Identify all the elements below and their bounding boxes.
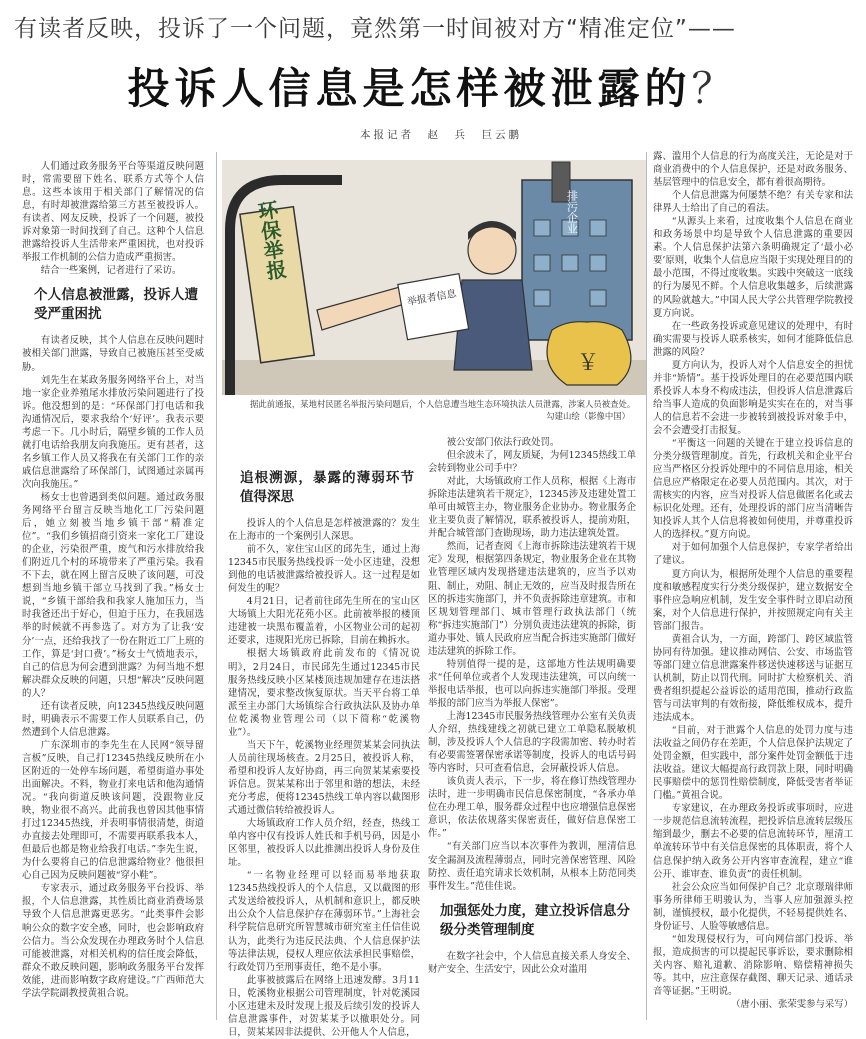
paragraph: 当天下午，乾溪物业经理贺某某会同执法人员前往现场核查。2月25日，被投诉人称，希望和投诉人友好协商，再三向贺某某索要投诉信息。贺某某称出于邻里和谐的想法，未经充分考虑，便将12345热线工单内容以截图形式通过微信转给被投诉人。 [228, 739, 420, 817]
page-title [0, 56, 866, 116]
folder-label: 举报者信息 [406, 288, 458, 309]
paragraph: 被公安部门依法行政处罚。 [446, 437, 560, 448]
article-column-1 [22, 160, 204, 1020]
paragraph: 该负责人表示，下一步，将在修订热线管理办法时，进一步明确市民信息保密制度，“各承办单位在办理工单，服务群众过程中也应增强信息保密意识，依法依规落实保密责任，做好信息保密工作。” [428, 776, 636, 840]
paragraph: 广东深圳市的李先生在人民网“领导留言板”反映，自己打12345热线反映所在小区附近的一处停车场问题，希望街道办事处出面解决。不料，物业打来电话和他沟通情况。“我向街道反映该问题，没跟物业反映，物业很不高兴。此前我也曾因其他事情打过12345热线，并表明事情很清楚，街道办直接去处理即可，不需要再联系我本人，但最后也都是物业给我打电话。”李先生说，为什么要将自己的信息泄露给物业？他很担心自己因为反映问题被“穿小鞋”。 [22, 739, 204, 882]
column-divider [646, 152, 647, 1020]
illustration [222, 160, 646, 395]
paragraph: 结合一些案例，记者进行了采访。 [40, 265, 182, 277]
paragraph: 杨女士也曾遇到类似问题。通过政务服务网络平台留言反映当地化工厂污染问题后，她立刻被当地乡镇干部“精准定位”。“我们乡镇招商引资来一家化工厂建设的企业，污染很严重，废气和污水排放给我们附近几个村的环境带来了严重污染。我看不下去，就在网上留言反映了该问题，可没想到当地乡镇干部立马找到了我。”杨女士说，“乡镇干部给我和我家人施加压力，当时我爸还出于好心，但迫于压力，在我屈选举的时候就不再参选了。对方为了让我‘安分’一点，还给我找了一份在附近工厂上班的工作，算是‘封口费’。”杨女士气愤地表示，自己的信息为何会遭到泄露？为何当地不想解决群众反映的问题，只想“解决”反映问题的人？ [22, 491, 204, 699]
caption-credit: 勾建山绘（影像中国） [546, 411, 630, 421]
paragraph: 投诉人的个人信息是怎样被泄露的？发生在上海市的一个案例引人深思。 [228, 518, 420, 543]
paragraph: 专家建议，在办理政务投诉或事项时，应进一步规范信息流转流程，把投诉信息流转层级压缩到最少，删去不必要的信息流转环节，厘清工单流转环节中有关信息保密的具体职责，将个人信息保护纳入政务公开内容审查流程，建立“谁公开、谁审查、谁负责”的责任机制。 [653, 803, 853, 880]
author-note: （唐小丽、张荣雯参与采写） [731, 999, 853, 1011]
paragraph: 露、滥用个人信息的行为高度关注，无论是对于商业消费中的个人信息保护，还是对政务服务、基层管理中的信息安全，都有着很高期待。 [653, 151, 853, 189]
building-label: 排污企业 [565, 190, 579, 234]
paragraph: “目前，对于泄露个人信息的处罚力度与违法收益之间仍存在差距，个人信息保护法规定了处罚金额，但实践中，部分案件处罚金额低于违法收益。建议大幅提高行政罚款上限，同时明确民事赔偿中的惩罚性赔偿制度，降低受害者举证门槛。”黄祖合说。 [653, 725, 853, 802]
paragraph: 个人信息泄露为何屡禁不绝？有关专家和法律界人士给出了自己的看法。 [653, 190, 853, 215]
money-symbol: ￥ [576, 351, 600, 376]
byline: 本报记者 赵 兵 巨云鹏 [360, 129, 522, 141]
subheadline: 有读者反映，投诉了一个问题，竟然第一时间被对方“精准定位”—— [14, 16, 736, 42]
paragraph: “有关部门应当以本次事件为教训，厘清信息安全漏洞及流程薄弱点，同时完善保密管理、风险防控、责任追究请求长效机制，从根本上防范同类事件发生。”范佳佳说。 [428, 841, 636, 892]
paragraph: 刘先生在某政务服务网络平台上，对当地一家企业养殖尾水排放污染问题进行了投诉。他没想到的是：“环保部门打电话和我沟通情况后，要求我给个‘好评’。我表示要考虑一下。几小时后，隔壁乡镇的工作人员就打电话给我朋友向我施压。更有甚者，这名乡镇工作人员又将我在有关部门工作的亲戚信息泄露给了环保部门，试图通过亲属再次向我施压。” [22, 374, 204, 490]
column-divider [216, 152, 217, 1020]
section-heading: 加强惩处力度，建立投诉信息分级分类管理制度 [440, 902, 630, 938]
paragraph: 根据大场镇政府此前发布的《情况说明》，2月24日，市民邱先生通过12345市民服务热线反映小区某楼顶违规加建存在违法搭建情况，要求整改恢复原状。当天平台将工单派至主办部门大场镇综合行政执法队及协办单位乾溪物业管理公司（以下简称“乾溪物业”）。 [228, 648, 420, 738]
headline-mark: ？ [691, 64, 739, 113]
paragraph: 有读者反映，其个人信息在反映问题时被相关部门泄露，导致自己被施压甚至受威胁。 [22, 335, 204, 373]
paragraph: 但余波未了，网友质疑，为何12345热线工单会转到物业公司手中？ [428, 450, 636, 475]
section-heading: 个人信息被泄露，投诉人遭受严重困扰 [34, 287, 198, 323]
paragraph: “如发现侵权行为，可向网信部门投诉、举报，造成损害的可以提起民事诉讼，要求删除相关内容、赔礼道歉、消除影响、赔偿精神损失等。其中，应注意保存截图、聊天记录、通话录音等证据。”王明说。 [653, 933, 853, 997]
paragraph: “一名物业经理可以轻而易举地获取12345热线投诉人的个人信息，又以截图的形式发送给被投诉人，从机制和意识上，都反映出公众个人信息保护存在薄弱环节。”上海社会科学院信息研究所智慧城市研究室主任信佳说认为，此类行为违反民法典、个人信息保护法等法律法规，侵权人理应依法承担民事赔偿，行政处罚乃至刑事责任，绝不是小事。 [228, 870, 420, 973]
paragraph: “从源头上来看，过度收集个人信息在商业和政务场景中均是导致个人信息泄露的重要因素。个人信息保护法第六条明确规定了‘最小必要’原则，收集个人信息应当限于实现处理目的的最小范围，不得过度收集。实践中突破这一底线的行为屡见不鲜。个人信息收集越多，后续泄露的风险就越大。”中国人民大学公共管理学院教授夏方向说。 [653, 216, 853, 319]
paragraph: 还有读者反映，向12345热线反映问题时，明确表示不需要工作人员联系自己，仍然遭到个人信息泄露。 [22, 700, 204, 738]
paragraph: 在一些政务投诉或意见建议的处理中，有时确实需要与投诉人联系核实，如何才能降低信息泄露的风险？ [653, 320, 853, 358]
paragraph: 黄祖合认为，一方面，跨部门、跨区域监管协同有待加强。建议推动网信、公安、市场监管等部门建立信息泄露案件移送快速移送与证据互认机制，防止以罚代刑。同时扩大检察机关、消费者组织提起公益诉讼的适用范围，推动行政监管与司法审判的有效衔接，降低维权成本，提升违法成本。 [653, 633, 853, 724]
article-column-2 [228, 460, 420, 1038]
cartoon-illustration [222, 160, 646, 395]
paragraph: 4月21日，记者前往邱先生所在的宝山区大场镇上大阳光花苑小区。此前被举报的楼顶违建被一块黑布覆盖着，小区物业公司的起初还要求，违规阳光房已拆除，目前在赖拆水。 [228, 596, 420, 647]
paragraph: 专家表示，通过政务服务平台投诉、举报，个人信息泄露，其性质比商业消费场景导致个人信息泄露更恶劣。“此类事件会影响公众的数字安全感，同时，也会影响政府公信力。当公众发现在办理政务时个人信息可能被泄露，对相关机构的信任度会降低，群众不敢反映问题，影响政务服务平台发挥效能，进而影响数字政府建设。”广西师范大学法学院副教授黄祖合说。 [22, 883, 204, 999]
paragraph: 特别值得一提的是，这部地方性法规明确要求“任何单位或者个人发现违法建筑，可以向统一举报电话举报，也可以向拆违实施部门举报。受理举报的部门应当为举报人保密”。 [428, 658, 636, 709]
paragraph: 上海12345市民服务热线管理办公室有关负责人介绍，热线建线之初就已建立工单隐私脱敏机制，涉及投诉人个人信息的字段需加密、转办时若有必要需签署保密承诺等制度，投诉人的电话号码等内容时，只可查看信息，会屏蔽投诉人信息。 [428, 710, 636, 775]
paragraph: 前不久，家住宝山区的邱先生，通过上海12345市民服务热线投诉一处小区违建，没想到他的电话被泄露给被投诉人。这一过程是如何发生的呢？ [228, 544, 420, 595]
caption-text: 据此前通报，某地村民匿名举报污染问题后，个人信息遭当地生态环境执法人员泄露，涉案人员被查处。 [250, 399, 636, 409]
paragraph: 大场镇政府工作人员介绍，经查，热线工单内容中仅有投诉人姓氏和手机号码，因是小区邻里，被投诉人以此推测出投诉人身份及住址。 [228, 818, 420, 869]
paragraph: 然而，记者查阅《上海市拆除违法建筑若干规定》发现，根据第四条规定，物业服务企业在其物业管理区域内发现搭建违法建筑的，应当予以劝阻、制止，劝阻、制止无效的，应当及时报告所在区的拆违实施部门，并不负责拆除违章建筑。市和区规划管理部门、城市管理行政执法部门（统称“拆违实施部门”）分别负责违法建筑的拆除，街道办事处、镇人民政府应当配合拆违实施部门做好违法建筑的拆除工作。 [428, 541, 636, 657]
paragraph: 社会公众应当如何保护自己？北京璟瑞律师事务所律师王明骏认为，当事人应加强源头控制，谨慎授权，最小化提供，不轻易提供姓名、身份证号、人脸等敏感信息。 [653, 881, 853, 932]
paragraph: “平衡这一问题的关键在于建立投诉信息的分类分级管理制度。首先，行政机关和企业平台应当严格区分投诉处理中的不同信息用途，相关信息应严格限定在必要人员范围内。其次，对于需核实的内容，应当对投诉人信息做匿名化或去标识化处理。还有，处理投诉的部门应当清晰告知投诉人其个人信息将被如何使用，并尊重投诉人的选择权。”夏方向说。 [653, 438, 853, 541]
section-heading: 追根溯源，暴露的薄弱环节值得深思 [240, 470, 414, 505]
article-column-4 [653, 150, 853, 1020]
headline-text: 投诉人信息是怎样被泄露的 [127, 64, 692, 113]
paragraph: 在数字社会中，个人信息直接关系人身安全、财产安全、生活安宁，因此公众对滥用 [428, 950, 636, 975]
paragraph: 此事被披露后在网络上迅速发酵。3月11日，乾溪物业根据公司管理制度，针对乾溪园小区违建未及时发现上报及后续引发的投诉人信息泄露事件，对贺某某予以撤职处分。同日，贺某某因非法提供、公开他人个人信息， [228, 974, 420, 1038]
paragraph: 对于如何加强个人信息保护，专家学者给出了建议。 [653, 542, 853, 567]
image-caption [250, 398, 640, 422]
sign-label: 环保举报 [253, 198, 289, 282]
paragraph: 夏方向认为，投诉人对个人信息安全的担忧并非“矫情”。基于投诉处理目的在必要范围内联系投诉人本身不构成违法，但投诉人信息泄露后给当事人造成的负面影响是实实在在的，对当事人的信息若不会进一步被转到被投诉对象手中，会不会遭受打击报复。 [653, 359, 853, 436]
article-column-3 [428, 436, 636, 1020]
paragraph: 对此，大场镇政府工作人员称，根据《上海市拆除违法建筑若干规定》，12345涉及违建处置工单可由城管主办，物业服务企业协办。物业服务企业主要负责了解情况，联系被投诉人，提前劝阻，并配合城管部门查勘现场，助力违法建筑处置。 [428, 476, 636, 540]
paragraph: 人们通过政务服务平台等渠道反映问题时，常需要留下姓名、联系方式等个人信息。这些本该用于相关部门了解情况的信息，有时却被泄露给第三方甚至被投诉人。有读者、网友反映，投诉了一个问题，被投诉对象第一时间找到了自己。这种个人信息泄露给投诉人生活带来严重困扰，也对投诉举报工作机制的公信力造成严重损害。 [22, 161, 204, 264]
paragraph: 夏方向认为，根据所处理个人信息的重要程度和敏感程度实行分类分级保护，建立数据安全事件应急响应机制，发生安全事件时立即启动预案，对个人信息进行保护，并按照规定向有关主管部门报告。 [653, 568, 853, 632]
